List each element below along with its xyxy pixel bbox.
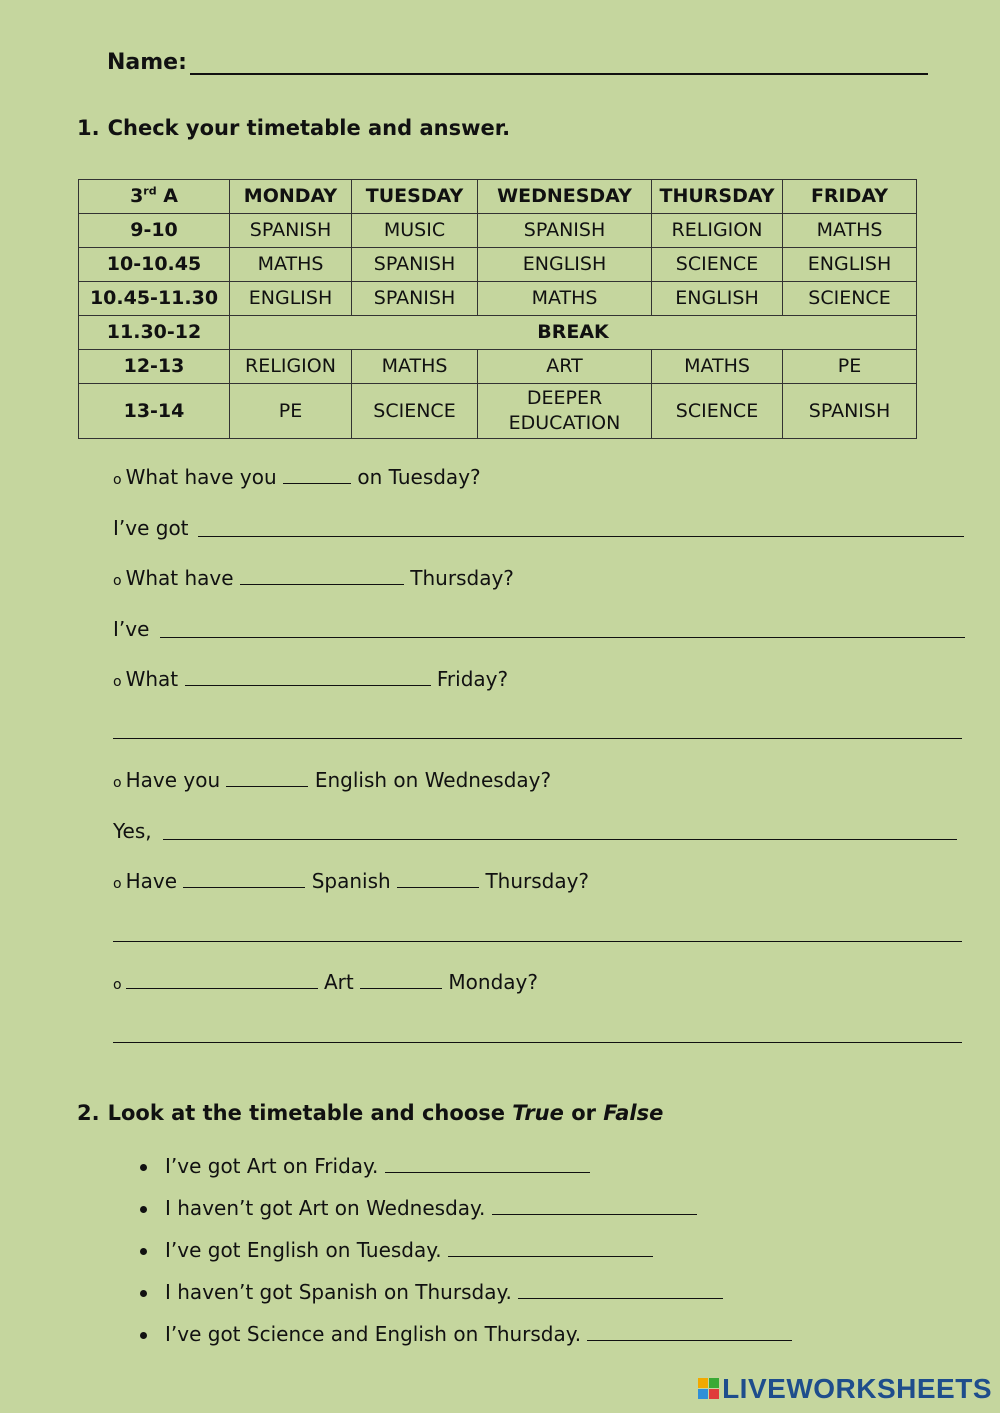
fill-blank[interactable] — [185, 667, 431, 686]
subject-cell: RELIGION — [652, 214, 783, 248]
break-cell: BREAK — [230, 316, 917, 350]
bullet-icon — [140, 1164, 147, 1171]
day-header: FRIDAY — [783, 180, 917, 214]
answer-3-line[interactable] — [113, 738, 962, 739]
question-6 — [113, 970, 538, 994]
question-text: Friday? — [436, 667, 509, 691]
subject-cell: SCIENCE — [652, 248, 783, 282]
bullet-icon: o — [113, 472, 122, 488]
subject-cell: MATHS — [352, 350, 478, 384]
statement-text: I’ve got Art on Friday. — [165, 1154, 379, 1178]
subject-cell: SPANISH — [783, 384, 917, 439]
statement-text: I’ve got Science and English on Thursday. — [165, 1322, 582, 1346]
liveworksheets-logo-text: LIVEWORKSHEETS — [722, 1373, 992, 1404]
timetable-corner: 3rd A — [79, 180, 230, 214]
subject-cell: SPANISH — [352, 282, 478, 316]
section-2-heading — [77, 1101, 663, 1125]
fill-blank[interactable] — [240, 566, 404, 585]
subject-cell: SCIENCE — [783, 282, 917, 316]
question-text: Thursday? — [485, 869, 590, 893]
bullet-icon: o — [113, 674, 122, 690]
fill-blank[interactable] — [126, 970, 318, 989]
subject-cell: SCIENCE — [652, 384, 783, 439]
false-word: False — [603, 1101, 664, 1125]
timetable-row — [79, 248, 917, 282]
or-word: or — [571, 1101, 596, 1125]
answer-5-line[interactable] — [113, 941, 962, 942]
subject-cell: SPANISH — [478, 214, 652, 248]
subject-cell: SCIENCE — [352, 384, 478, 439]
answer-1-prefix: I’ve got — [113, 516, 189, 540]
liveworksheets-logo-icon — [698, 1378, 720, 1400]
section-2-title: Look at the timetable and choose — [107, 1101, 505, 1125]
time-cell: 11.30-12 — [79, 316, 230, 350]
fill-blank[interactable] — [183, 869, 305, 888]
question-4 — [113, 768, 551, 792]
name-input-line[interactable] — [190, 73, 928, 75]
bullet-icon: o — [113, 573, 122, 589]
answer-1-line[interactable] — [198, 536, 964, 537]
section-1-number: 1. — [77, 116, 100, 140]
subject-cell: MATHS — [783, 214, 917, 248]
fill-blank[interactable] — [492, 1196, 697, 1215]
bullet-icon — [140, 1290, 147, 1297]
subject-cell: SPANISH — [352, 248, 478, 282]
subject-cell: ENGLISH — [783, 248, 917, 282]
question-text: Monday? — [448, 970, 538, 994]
timetable-row — [79, 214, 917, 248]
question-text: Art — [323, 970, 354, 994]
statement-text: I’ve got English on Tuesday. — [165, 1238, 442, 1262]
bullet-icon — [140, 1248, 147, 1255]
answer-6-line[interactable] — [113, 1042, 962, 1043]
name-label: Name: — [107, 50, 187, 75]
fill-blank[interactable] — [518, 1280, 723, 1299]
question-5 — [113, 869, 589, 893]
bullet-icon: o — [113, 876, 122, 892]
answer-4-line[interactable] — [163, 839, 957, 840]
subject-cell: ART — [478, 350, 652, 384]
question-text: Thursday? — [410, 566, 514, 590]
bullet-icon — [140, 1332, 147, 1339]
day-header: TUESDAY — [352, 180, 478, 214]
section-2-number: 2. — [77, 1101, 100, 1125]
subject-cell: MATHS — [478, 282, 652, 316]
section-1-heading — [77, 116, 510, 140]
subject-cell: DEEPER EDUCATION — [478, 384, 652, 439]
section-1-title: Check your timetable and answer. — [107, 116, 511, 140]
answer-4-prefix: Yes, — [113, 819, 152, 843]
subject-cell: PE — [230, 384, 352, 439]
fill-blank[interactable] — [360, 970, 442, 989]
true-false-item — [140, 1322, 792, 1346]
question-text: Have — [125, 869, 178, 893]
true-false-item — [140, 1238, 653, 1262]
question-1 — [113, 465, 481, 489]
answer-2-line[interactable] — [160, 637, 965, 638]
question-2 — [113, 566, 514, 590]
statement-text: I haven’t got Art on Wednesday. — [165, 1196, 486, 1220]
question-text: What have you — [125, 465, 277, 489]
timetable-break-row — [79, 316, 917, 350]
fill-blank[interactable] — [385, 1154, 590, 1173]
answer-2-prefix: I’ve — [113, 617, 150, 641]
day-header: THURSDAY — [652, 180, 783, 214]
subject-cell: MUSIC — [352, 214, 478, 248]
bullet-icon: o — [113, 977, 122, 993]
question-text: English on Wednesday? — [314, 768, 552, 792]
question-text: What have — [125, 566, 234, 590]
statement-text: I haven’t got Spanish on Thursday. — [165, 1280, 512, 1304]
bullet-icon: o — [113, 775, 122, 791]
question-text: on Tuesday? — [357, 465, 481, 489]
true-word: True — [512, 1101, 564, 1125]
time-cell: 12-13 — [79, 350, 230, 384]
subject-cell: MATHS — [652, 350, 783, 384]
fill-blank[interactable] — [587, 1322, 792, 1341]
true-false-item — [140, 1196, 697, 1220]
subject-cell: SPANISH — [230, 214, 352, 248]
question-text: Have you — [125, 768, 221, 792]
time-cell: 13-14 — [79, 384, 230, 439]
day-header: MONDAY — [230, 180, 352, 214]
subject-cell: ENGLISH — [230, 282, 352, 316]
fill-blank[interactable] — [226, 768, 308, 787]
true-false-item — [140, 1280, 723, 1304]
subject-cell: ENGLISH — [478, 248, 652, 282]
timetable-row — [79, 350, 917, 384]
question-3 — [113, 667, 508, 691]
subject-cell: MATHS — [230, 248, 352, 282]
time-cell: 9-10 — [79, 214, 230, 248]
timetable-row — [79, 384, 917, 439]
time-cell: 10.45-11.30 — [79, 282, 230, 316]
timetable-header-row — [79, 180, 917, 214]
fill-blank[interactable] — [448, 1238, 653, 1257]
subject-cell: PE — [783, 350, 917, 384]
question-text: What — [125, 667, 179, 691]
day-header: WEDNESDAY — [478, 180, 652, 214]
bullet-icon — [140, 1206, 147, 1213]
timetable — [78, 179, 917, 439]
subject-cell: RELIGION — [230, 350, 352, 384]
liveworksheets-logo — [698, 1373, 992, 1405]
subject-cell: ENGLISH — [652, 282, 783, 316]
timetable-row — [79, 282, 917, 316]
true-false-item — [140, 1154, 590, 1178]
time-cell: 10-10.45 — [79, 248, 230, 282]
fill-blank[interactable] — [397, 869, 479, 888]
fill-blank[interactable] — [283, 465, 351, 484]
question-text: Spanish — [311, 869, 391, 893]
